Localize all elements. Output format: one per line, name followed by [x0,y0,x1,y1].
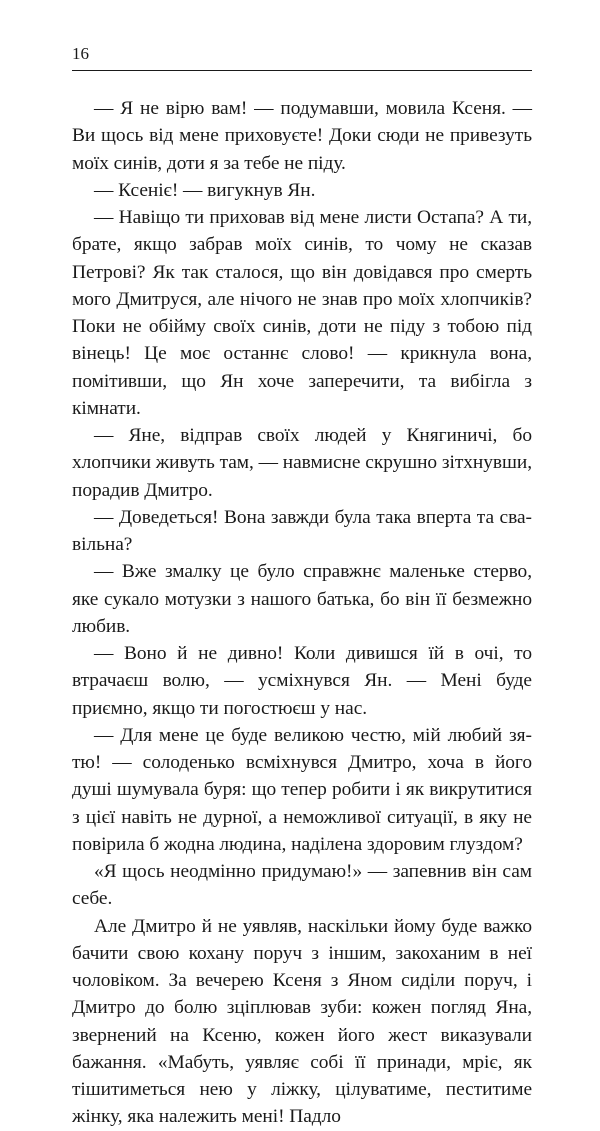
paragraph-7: — Воно й не дивно! Коли дивишся їй в очі, то втрачаєш волю, — усміхнувся Ян. — Мені буде приємно, якщо ти погостюєш у нас. [72,643,532,719]
paragraph-1: — Я не вірю вам! — подумавши, мовила Ксеня. — Ви щось від мене приховуєте! Доки сюди не привезуть моїх синів, доти я за тебе не піду. [72,98,532,174]
paragraph-9: «Я щось неодмінно придумаю!» — запевнив він сам себе. [72,861,532,910]
text-body [72,95,532,1131]
paragraph-8: — Для мене це буде великою честю, мій любий зятю! — солоденько всміхнувся Дмитро, хоча в його душі шумувала буря: що тепер робити і як викрутитися з цієї навіть не дурної, а неможливої ситуації, в яку не повірила б жодна людина, наділена здоровим глуздом? [72,724,532,855]
header-rule [72,70,532,71]
paragraph-2: — Ксеніє! — вигукнув Ян. [94,179,316,201]
paragraph-4: — Яне, відправ своїх людей у Княгиничі, бо хлопчики живуть там, — навмисне скрушно зітхнувши, порадив Дмитро. [72,425,532,501]
paragraph-5: — Доведеться! Вона завжди була така вперта та свавільна? [72,506,532,555]
paragraph-6: — Вже змалку це було справжнє маленьке стерво, яке сукало мотузки з нашого батька, бо він її безмежно любив. [72,561,532,637]
page-number: 16 [72,44,89,63]
paragraph-3: — Навіщо ти приховав від мене листи Остапа? А ти, брате, якщо забрав моїх синів, то чому не сказав Петрові? Як так сталося, що він довідався про смерть мого Дмитруся, але нічого не знав про моїх хлопчиків? Поки не обійму своїх синів, доти не піду з тобою під вінець! Це моє останнє слово! — крикнула вона, помітивши, що Ян хоче заперечити, та вибігла з кімнати. [72,207,532,419]
paragraph-10: Але Дмитро й не уявляв, наскільки йому буде важко бачити свою кохану поруч з іншим, закоханим в неї чоловіком. За вечерею Ксеня з Яном сиділи поруч, і Дмитро до болю зціплював зуби: кожен погляд Яна, звернений на Ксеню, кожен його жест виказували бажання. «Мабуть, уявляє собі її принади, мріє, як тішитиметься нею у ліжку, цілуватиме, пеститиме жінку, яка належить мені! Падло [72,915,532,1128]
